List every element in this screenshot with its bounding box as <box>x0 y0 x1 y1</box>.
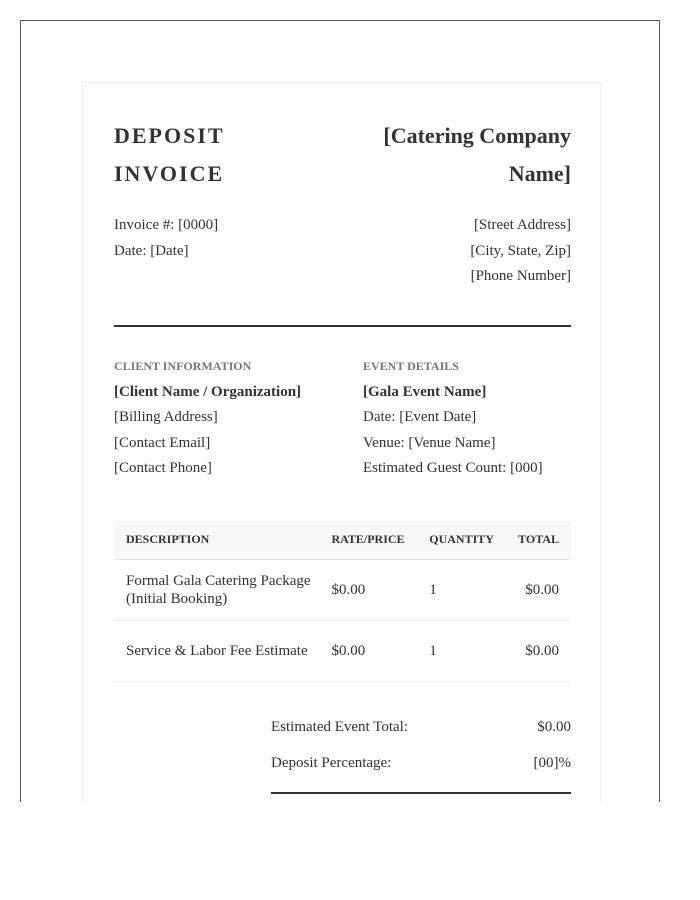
column-header-quantity: QUANTITY <box>417 521 506 560</box>
company-name-line-1: [Catering Company <box>383 123 571 148</box>
row-total: $0.00 <box>506 559 571 620</box>
row-rate: $0.00 <box>319 559 417 620</box>
row-quantity: 1 <box>417 559 506 620</box>
event-name: [Gala Event Name] <box>363 383 487 400</box>
document-title-line-1: DEPOSIT <box>114 123 225 148</box>
event-details-heading: EVENT DETAILS <box>363 358 459 373</box>
client-name: [Client Name / Organization] <box>114 383 302 400</box>
deposit-percentage-line <box>271 746 571 782</box>
invoice-meta <box>114 213 218 290</box>
client-billing-address: [Billing Address] <box>114 409 218 425</box>
document-title <box>114 117 264 193</box>
invoice-meta-row <box>114 213 571 290</box>
deposit-percentage-value: [00]% <box>533 755 571 771</box>
company-address <box>470 213 571 290</box>
totals-section <box>271 710 571 794</box>
column-header-description: DESCRIPTION <box>114 521 319 560</box>
document-title-line-2: INVOICE <box>114 161 225 186</box>
column-header-total: TOTAL <box>506 521 571 560</box>
event-venue: Venue: [Venue Name] <box>363 434 496 451</box>
client-phone: [Contact Phone] <box>114 460 212 476</box>
totals-divider <box>271 792 571 794</box>
client-email: [Contact Email] <box>114 434 211 451</box>
event-guest-count: Estimated Guest Count: [000] <box>363 460 543 476</box>
client-information <box>114 358 363 482</box>
invoice-header <box>114 117 571 193</box>
row-rate: $0.00 <box>319 620 417 681</box>
company-street: [Street Address] <box>473 217 571 233</box>
table-row <box>114 559 571 620</box>
event-date: Date: [Event Date] <box>363 409 477 425</box>
info-section <box>114 358 571 482</box>
invoice-page <box>82 82 601 802</box>
column-header-rate: RATE/PRICE <box>319 521 417 560</box>
company-name-line-2: Name] <box>508 161 571 186</box>
line-items-table <box>114 521 571 682</box>
estimated-total-label: Estimated Event Total: <box>271 719 408 735</box>
row-description: Formal Gala Catering Package (Initial Booking) <box>114 559 319 620</box>
deposit-percentage-label: Deposit Percentage: <box>271 755 392 771</box>
document-frame <box>20 20 660 802</box>
table-row <box>114 620 571 681</box>
company-city-state-zip: [City, State, Zip] <box>470 242 571 259</box>
row-description: Service & Labor Fee Estimate <box>114 620 319 681</box>
estimated-total-value: $0.00 <box>537 719 571 735</box>
header-divider <box>114 325 571 327</box>
event-details <box>363 358 571 482</box>
row-quantity: 1 <box>417 620 506 681</box>
row-total: $0.00 <box>506 620 571 681</box>
company-phone: [Phone Number] <box>470 268 571 284</box>
invoice-content <box>114 117 571 794</box>
table-header-row <box>114 521 571 560</box>
client-info-heading: CLIENT INFORMATION <box>114 358 252 373</box>
invoice-date: Date: [Date] <box>114 242 189 259</box>
company-name <box>341 117 571 193</box>
estimated-total-line <box>271 710 571 746</box>
invoice-number: Invoice #: [0000] <box>114 217 219 233</box>
